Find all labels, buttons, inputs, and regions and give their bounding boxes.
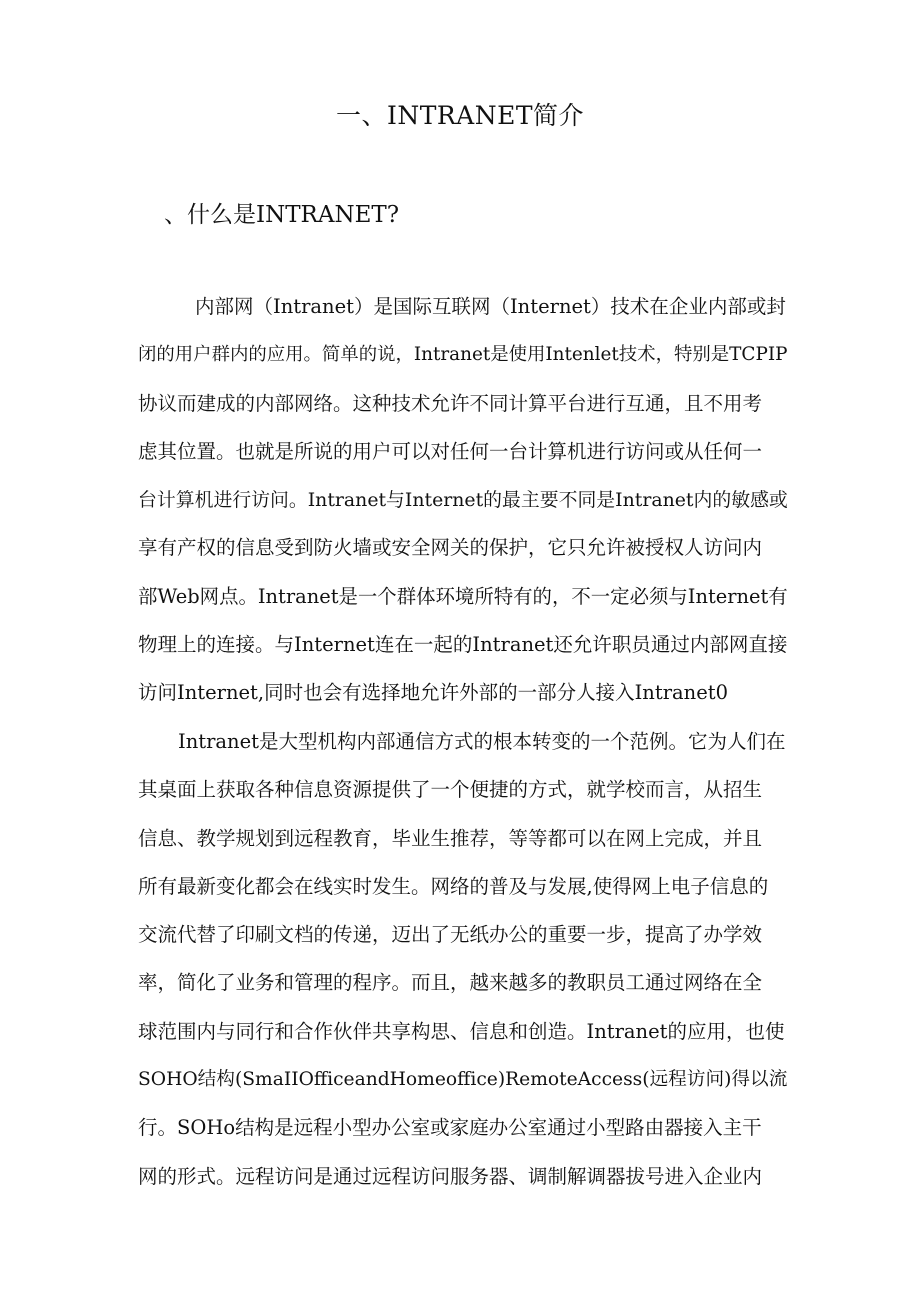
section-heading: 、什么是INTRANET? (164, 202, 400, 228)
text-line: 台计算机进行访问。Intranet与Internet的最主要不同是Intranet内的敏感或 (138, 489, 788, 512)
text-line: 其桌面上获取各种信息资源提供了一个便捷的方式，就学校而言，从招生 (138, 778, 763, 802)
text-line: 物理上的连接。与Internet连在一起的Intranet还允许职员通过内部网直接 (138, 633, 788, 657)
text-line: SOHO结构(SmaIIOfficeandHomeoffice)RemoteAccess(远程访问)得以流 (138, 1069, 788, 1091)
text-line: 率，简化了业务和管理的程序。而且，越来越多的教职员工通过网络在全 (138, 971, 763, 995)
text-line: 内部网（Intranet）是国际互联网（Internet）技术在企业内部或封 (195, 295, 786, 318)
text-line: 部Web网点。Intranet是一个群体环境所特有的，不一定必须与Internet有 (138, 584, 788, 608)
text-line: Intranet是大型机构内部通信方式的根本转变的一个范例。它为人们在 (178, 730, 786, 753)
text-line: 交流代替了印刷文档的传递，迈出了无纸办公的重要一步，提高了办学效 (138, 923, 763, 947)
text-line: 行。SOHo结构是远程小型办公室或家庭办公室通过小型路由器接入主干 (138, 1116, 762, 1140)
text-line: 信息、教学规划到远程教育，毕业生推荐，等等都可以在网上完成，并且 (138, 826, 763, 850)
paragraph-intranet-example (138, 718, 788, 1201)
text-line: 访问Internet,同时也会有选择地允许外部的一部分人接入Intranet0 (138, 681, 728, 705)
text-line: 享有产权的信息受到防火墙或安全网关的保护，它只允许被授权人访问内 (138, 536, 763, 560)
text-line: 虑其位置。也就是所说的用户可以对任何一台计算机进行访问或从任何一 (138, 439, 763, 463)
text-line: 球范围内与同行和合作伙伴共享构思、信息和创造。Intranet的应用，也使 (138, 1019, 785, 1043)
text-line: 闭的用户群内的应用。简单的说，Intranet是使用Intenlet技术，特别是TCPIP (138, 344, 788, 366)
text-line: 协议而建成的内部网络。这种技术允许不同计算平台进行互通，且不用考 (138, 391, 763, 415)
paragraph-intranet-definition (138, 283, 788, 718)
page-title: 一、INTRANET简介 (335, 101, 585, 130)
text-line: 所有最新变化都会在线实时发生。网络的普及与发展,使得网上电子信息的 (138, 874, 769, 898)
text-line: 网的形式。远程访问是通过远程访问服务器、调制解调器拔号进入企业内 (138, 1164, 763, 1188)
